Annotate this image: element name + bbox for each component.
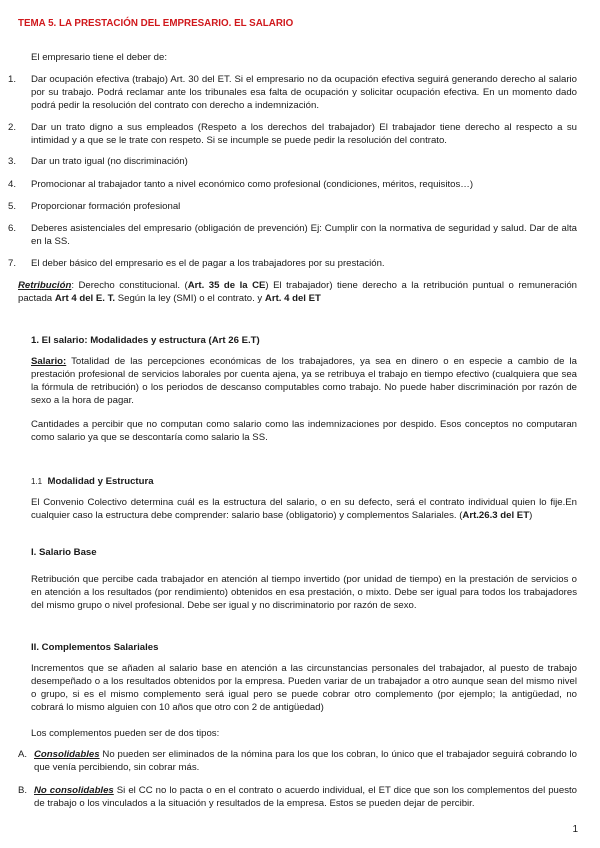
tipo-item-b: [18, 784, 577, 810]
list-letter: B.: [18, 785, 28, 796]
salario-text: Totalidad de las percepciones económicas de los trabajadores, ya sea en dinero o en especie a cambio de la prestación profesional de servicios laborales por cuenta ajena, ya se retribuya el trabajo en tiempo efectivo (cualquiera que sea la fórmula de retribución) o los periodos de descanso computables como trabajo. No puede haber discriminación por razón de sexo a la hora de pagar.: [31, 356, 577, 406]
tipo-item-a: [18, 748, 577, 774]
duty-item-3: [8, 155, 577, 168]
section-title: Modalidad y Estructura: [47, 476, 154, 487]
duty-item-2: [8, 121, 577, 147]
convenio-paragraph: [31, 496, 577, 522]
list-number: 7.: [8, 258, 17, 269]
list-letter: A.: [18, 749, 28, 760]
list-number: 2.: [8, 122, 17, 133]
retribucion-art-ce: Art. 35 de la CE: [187, 280, 266, 291]
duty-item-7: [8, 257, 577, 270]
list-text: Dar un trato digno a sus empleados (Respeto a los derechos del trabajador) El trabajador tiene derecho al respecto a su intimidad y a que se le trate con respeto. Si se incumple se puede pedir la resolución del contrato.: [31, 122, 577, 146]
tipos-intro: Los complementos pueden ser de dos tipos:: [31, 728, 220, 739]
convenio-text-a: El Convenio Colectivo determina cuál es la estructura del salario, o en su defecto, será el contrato individual quien lo fije.En cualquier caso la estructura debe comprender: salario base (obligatorio) y complementos Salariales. (: [31, 497, 577, 521]
list-text: Dar un trato igual (no discriminación): [31, 156, 188, 167]
list-text: Promocionar al trabajador tanto a nivel económico como profesional (condiciones, méritos, requisitos…): [31, 179, 474, 190]
list-number: 3.: [8, 156, 17, 167]
convenio-art: Art.26.3 del ET: [462, 510, 530, 521]
list-number: 6.: [8, 223, 17, 234]
retribucion-art-et-2: Art. 4 del ET: [264, 293, 321, 304]
list-text: El deber básico del empresario es el de pagar a los trabajadores por su prestación.: [31, 258, 385, 269]
tipo-text: No pueden ser eliminados de la nómina para los que los cobran, lo único que el trabajador seguirá cobrando lo que venía percibiendo, sin cobrar más.: [34, 749, 577, 773]
retribucion-text-3: Según la ley (SMI) o el contrato. y: [115, 293, 265, 304]
list-text: [34, 784, 577, 810]
section-1-1-heading: [31, 475, 154, 488]
salario-definition: [31, 355, 577, 407]
list-text: Proporcionar formación profesional: [31, 201, 181, 212]
salario-base-heading: I. Salario Base: [31, 547, 97, 558]
list-number: 4.: [8, 179, 17, 190]
tipo-term: Consolidables: [34, 749, 100, 760]
list-number: 5.: [8, 201, 17, 212]
salario-term: Salario:: [31, 356, 67, 367]
list-text: [34, 748, 577, 774]
page-number: 1: [572, 824, 578, 835]
retribucion-art-et: Art 4 del E. T.: [54, 293, 116, 304]
duty-item-6: [8, 222, 577, 248]
retribucion-term: Retribución: [18, 280, 72, 291]
section-1-heading: 1. El salario: Modalidades y estructura (Art 26 E.T): [31, 335, 260, 346]
intro-text: El empresario tiene el deber de:: [31, 52, 167, 63]
duty-item-1: [8, 73, 577, 112]
convenio-text-b: ): [529, 510, 533, 521]
list-number: 1.: [8, 74, 17, 85]
salario-base-text: Retribución que percibe cada trabajador en atención al tiempo invertido (por unidad de tiempo) en la prestación de servicios o en atención a los resultados (por rendimiento) obtenidos en esa prestación, o mixto. Debe ser igual para todos los trabajadores del mismo grupo o nivel profesional. Debe ser igual y no discriminatorio por razón de sexo.: [31, 574, 577, 611]
retribucion-text-2: ) El trabajador) tiene derecho a la retribución puntual o remuneración pactada: [18, 280, 578, 304]
retribucion-paragraph: [18, 279, 577, 305]
duty-item-4: [8, 178, 577, 191]
retribucion-text-1: : Derecho constitucional. (: [71, 280, 188, 291]
list-text: Deberes asistenciales del empresario (obligación de prevención) Ej: Cumplir con la normativa de seguridad y salud. Dar de alta en la SS.: [31, 223, 577, 247]
complementos-heading: II. Complementos Salariales: [31, 642, 159, 653]
tipo-text: Si el CC no lo pacta o en el contrato o acuerdo individual, el ET dice que son los complementos del puesto de trabajo o los vinculados a la situación y resultados de la empresa. Estos se pueden dejar de percibir.: [34, 785, 578, 809]
cantidades-paragraph: Cantidades a percibir que no computan como salario como las indemnizaciones por despido. Esos conceptos no computaran como salario ya que se descontaría como salario la SS.: [31, 419, 577, 443]
section-number: 1.1: [31, 477, 43, 486]
complementos-text: Incrementos que se añaden al salario base en atención a las circunstancias personales del trabajador, al puesto de trabajo desempeñado o a los resultados obtenidos por la empresa. Pueden variar de un trabajador a otro aunque sean del mismo nivel o grupo, si es el mismo complemento será igual pero se puede cobrar otro complemento (por ejemplo; la antigüedad, no cobrará lo mismo alguien con 10 años que otro con 2 de antigüedad): [31, 663, 577, 713]
page-title: TEMA 5. LA PRESTACIÓN DEL EMPRESARIO. EL SALARIO: [18, 18, 294, 29]
list-text: Dar ocupación efectiva (trabajo) Art. 30 del ET. Si el empresario no da ocupación efectiva seguirá generando derecho al salario por su trabajo. Podrá reclamar ante los tribunales esa falta de ocupación y solicitar ocupación efectiva. En un momento dado podrá pedir la resolución del contrato con derecho a indemnización.: [31, 74, 577, 111]
tipo-term: No consolidables: [34, 785, 114, 796]
duty-item-5: [8, 200, 577, 213]
